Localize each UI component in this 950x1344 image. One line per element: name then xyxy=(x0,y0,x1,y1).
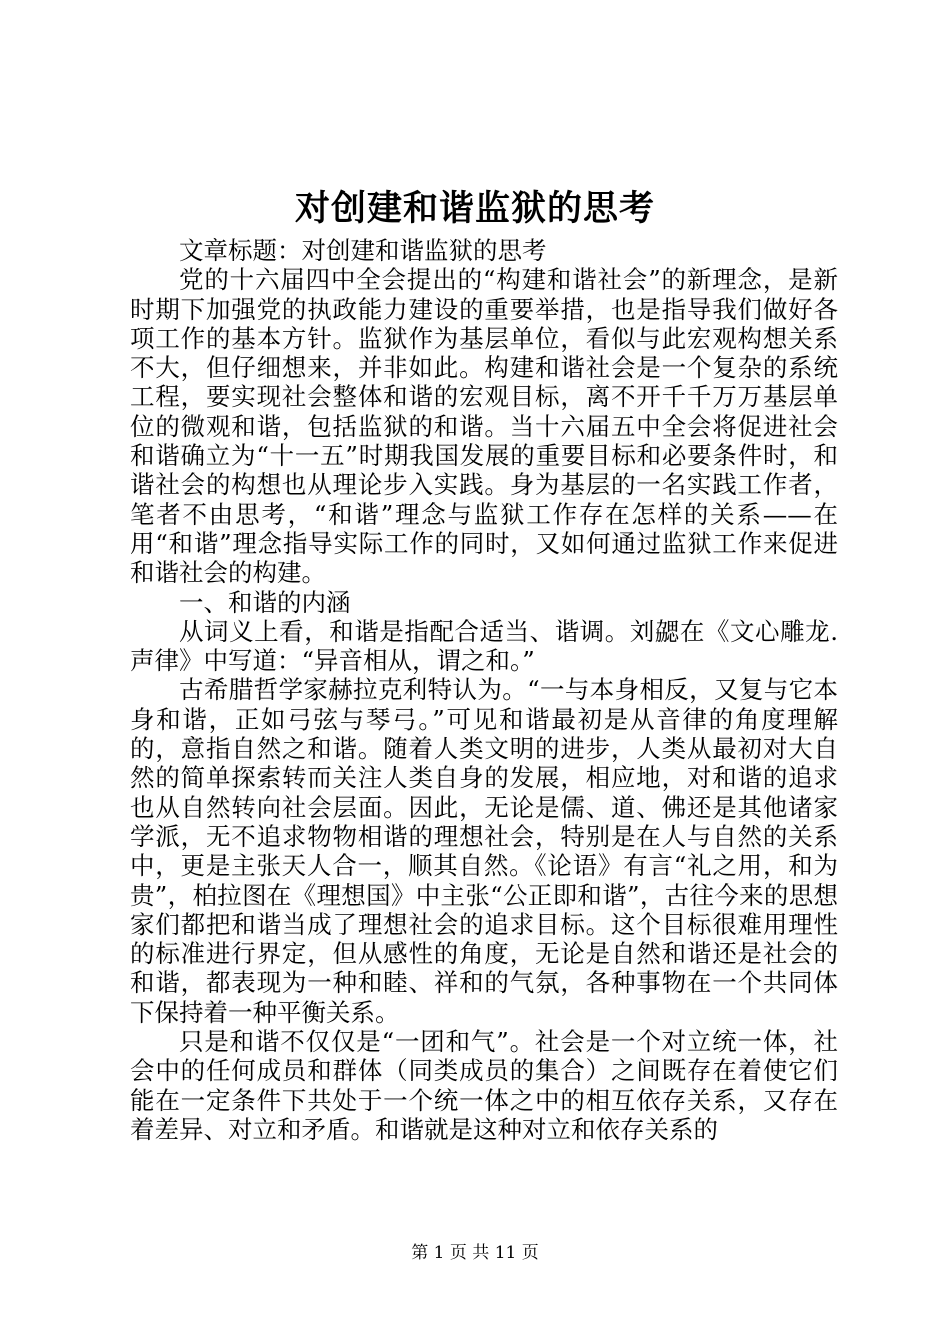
document-title: 对创建和谐监狱的思考 xyxy=(294,188,655,229)
paragraph-heraclitus: 古希腊哲学家赫拉克利特认为。“一与本身相反，又复与它本身和谐，正如弓弦与琴弓。”可见和谐最初是从音律的角度理解的，意指自然之和谐。随着人类文明的进步，人类从最初对大自然的简单探索转而关注人类自身的发展，相应地，对和谐的追求也从自然转向社会层面。因此，无论是儒、道、佛还是其他诸家学派，无不追求物物相谐的理想社会，特别是在人与自然的关系中，更是主张天人合一，顺其自然。《论语》有言“礼之用，和为贵”，柏拉图在《理想国》中主张“公正即和谐”，古往今来的思想家们都把和谐当成了理想社会的追求目标。这个目标很难用理性的标准进行界定，但从感性的角度，无论是自然和谐还是社会的和谐，都表现为一种和睦、祥和的气氛，各种事物在一个共同体下保持着一种平衡关系。 xyxy=(130,675,838,1027)
paragraph-word-meaning: 从词义上看，和谐是指配合适当、谐调。刘勰在《文心雕龙.声律》中写道：“异音相从，谓之和。” xyxy=(130,616,838,676)
paragraph-article-title: 文章标题：对创建和谐监狱的思考 xyxy=(179,236,547,265)
page-number-footer: 第 1 页 共 11 页 xyxy=(411,1243,539,1263)
section-heading-1: 一、和谐的内涵 xyxy=(179,587,351,617)
paragraph-intro: 党的十六届四中全会提出的“构建和谐社会”的新理念，是新时期下加强党的执政能力建设的重要举措，也是指导我们做好各项工作的基本方针。监狱作为基层单位，看似与此宏观构想关系不大，但仔细想来，并非如此。构建和谐社会是一个复杂的系统工程，要实现社会整体和谐的宏观目标，离不开千千万万基层单位的微观和谐，包括监狱的和谐。当十六届五中全会将促进社会和谐确立为“十一五”时期我国发展的重要目标和必要条件时，和谐社会的构想也从理论步入实践。身为基层的一名实践工作者，笔者不由思考，“和谐”理念与监狱工作存在怎样的关系——在用“和谐”理念指导实际工作的同时，又如何通过监狱工作来促进和谐社会的构建。 xyxy=(130,265,838,588)
document-body xyxy=(130,236,838,1144)
paragraph-not-only: 只是和谐不仅仅是“一团和气”。社会是一个对立统一体，社会中的任何成员和群体（同类成员的集合）之间既存在着使它们能在一定条件下共处于一个统一体之中的相互依存关系，又存在着差异、对立和矛盾。和谐就是这种对立和依存关系的 xyxy=(130,1027,838,1144)
